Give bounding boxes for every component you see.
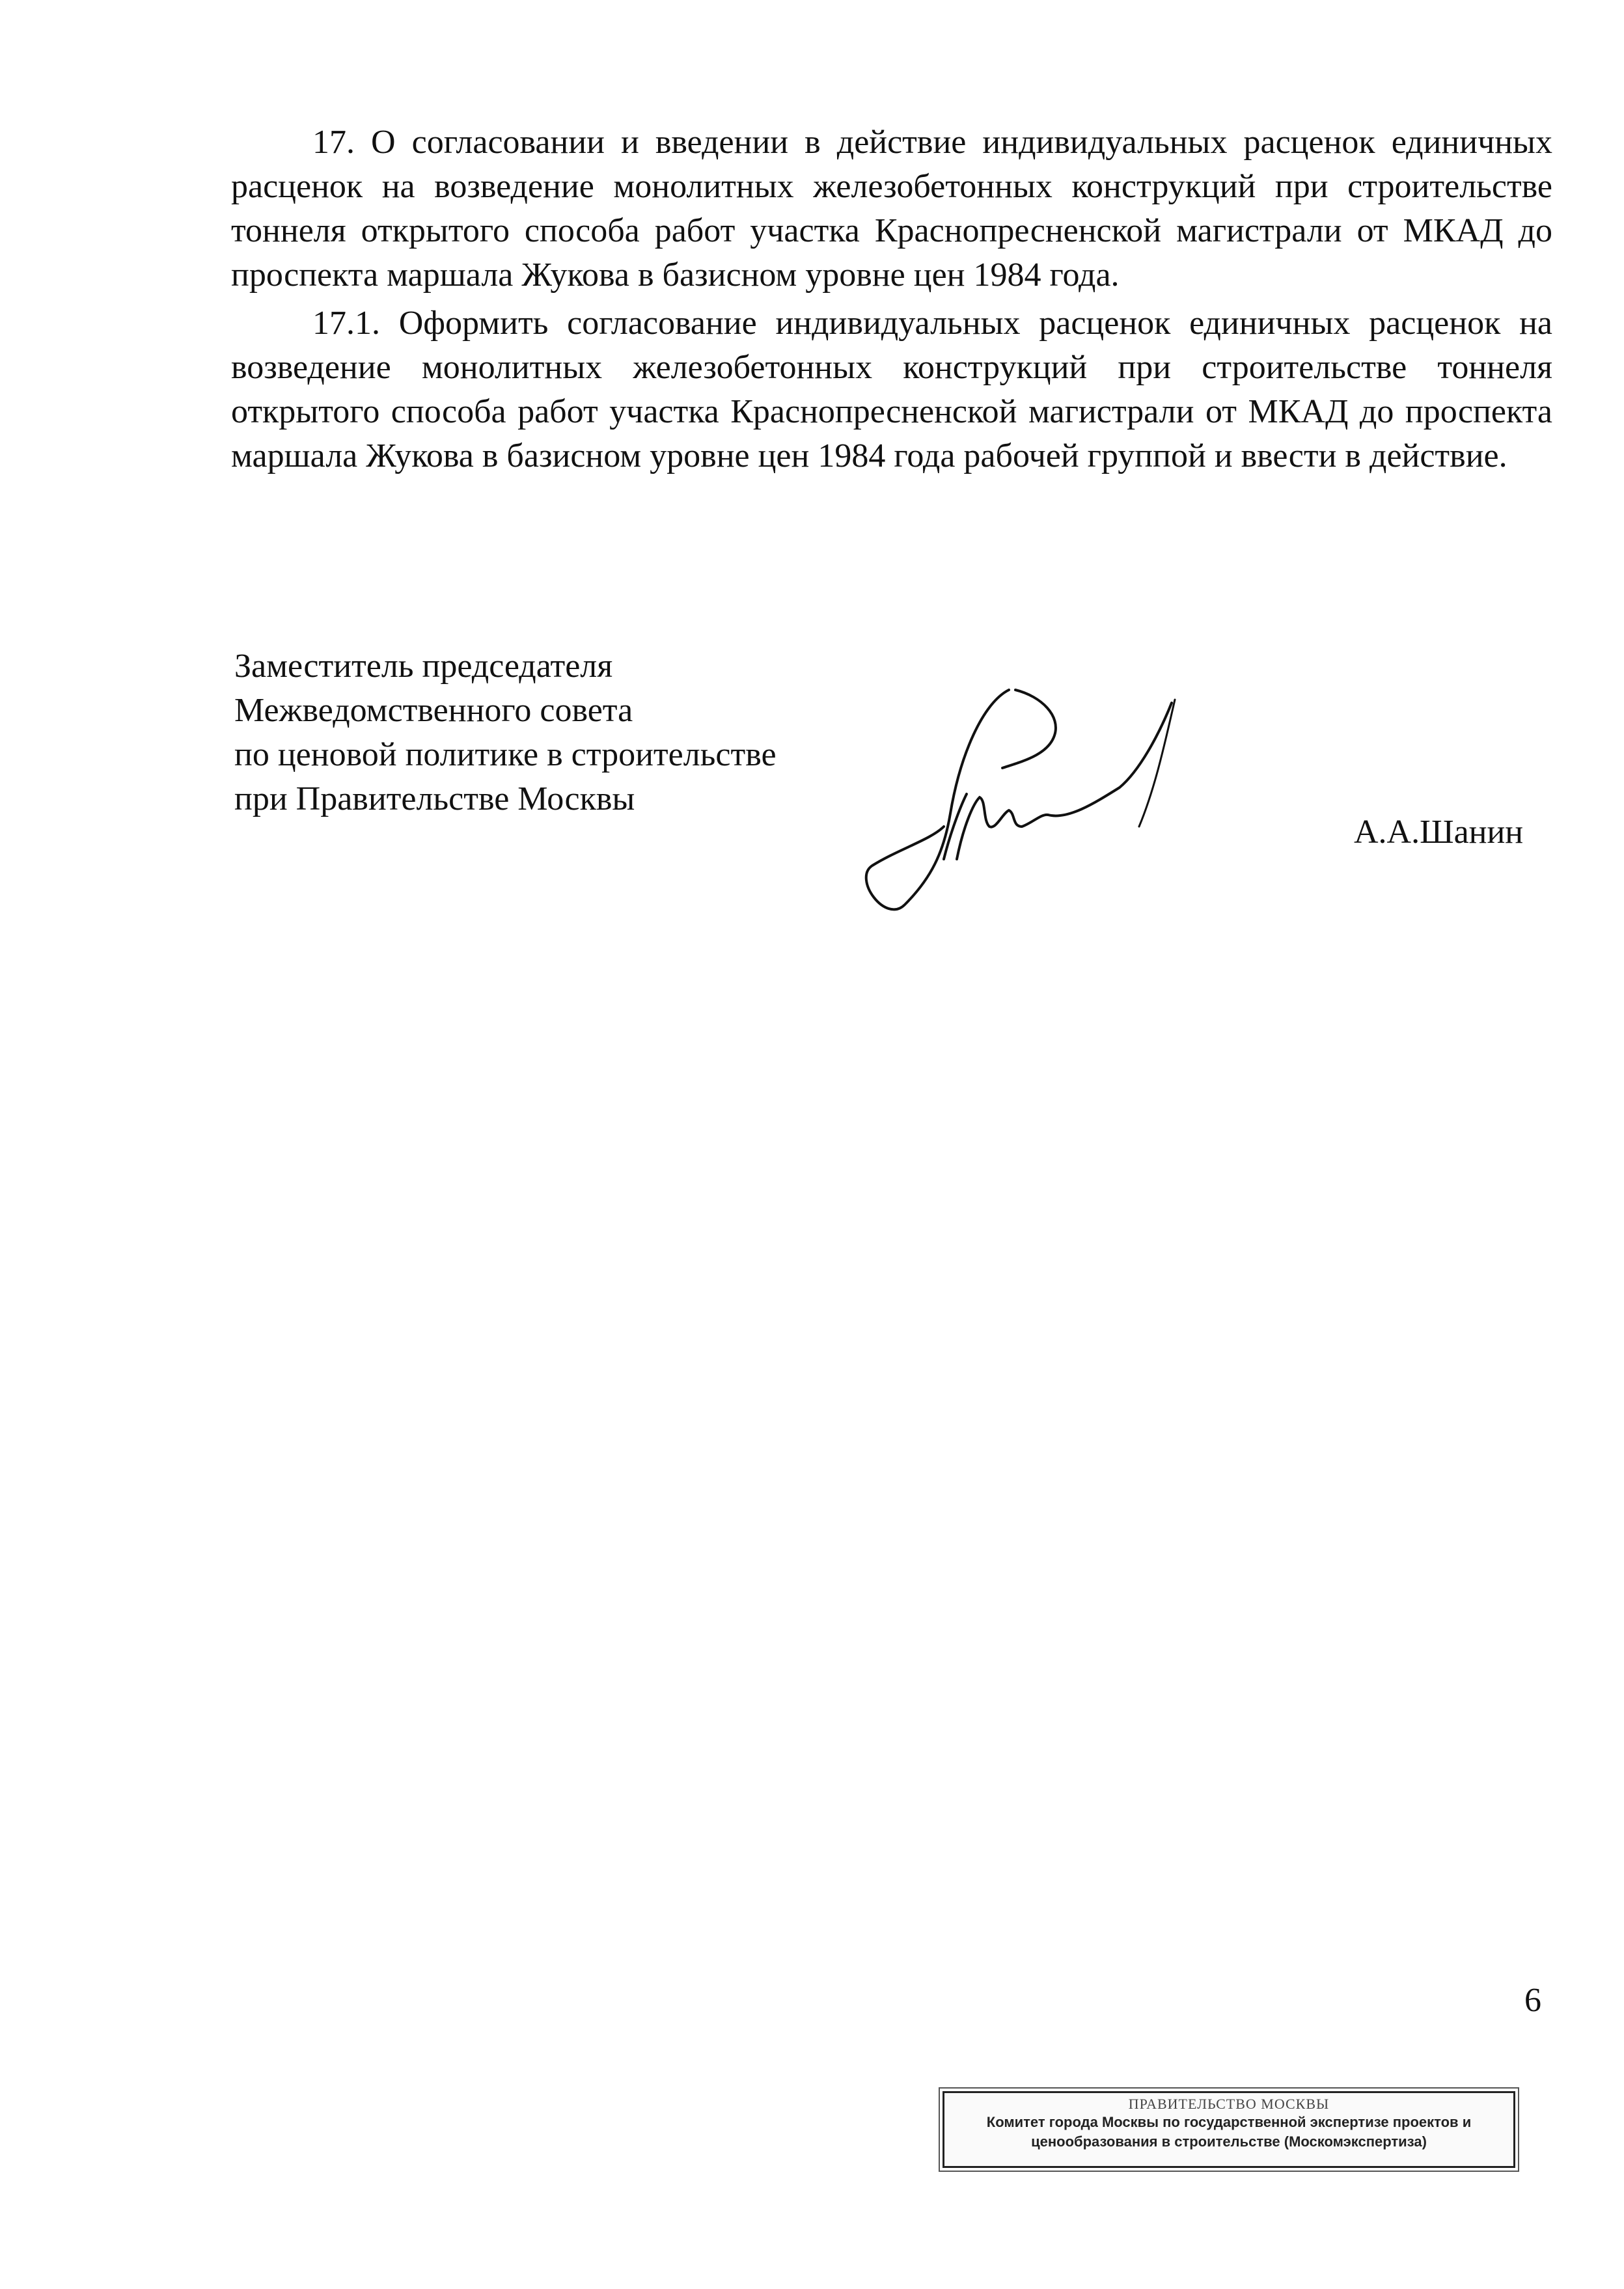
page-number: 6 [1524, 1982, 1541, 2019]
paragraph-17-1: 17.1. Оформить согласование индивидуальных расценок единичных расценок на возведение монолитных железобетонных конструкций при строительстве тоннеля открытого способа работ участка Краснопресненской магистрали от МКАД до проспекта маршала Жукова в базисном уровне цен 1984 года рабочей группой и ввести в действие. [231, 305, 1552, 474]
approval-stamp [943, 2091, 1515, 2168]
signatory-title-line: при Правительстве Москвы [234, 780, 635, 817]
signatory-title [234, 644, 777, 821]
stamp-header: ПРАВИТЕЛЬСТВО МОСКВЫ [1128, 2096, 1330, 2112]
stamp-line-1: Комитет города Москвы по государственной экспертизе проектов и [986, 2114, 1472, 2130]
handwritten-signature-icon [846, 664, 1211, 950]
signatory-title-line: по ценовой политике в строительстве [234, 736, 777, 773]
signatory-title-line: Заместитель председателя [234, 648, 613, 685]
paragraph-17: 17. О согласовании и введении в действие индивидуальных расценок единичных расценок на возведение монолитных железобетонных конструкций при строительстве тоннеля открытого способа работ участка Краснопресненской магистрали от МКАД до проспекта маршала Жукова в базисном уровне цен 1984 года. [231, 124, 1552, 294]
stamp-line-2: ценообразования в строительстве (Москомэкспертиза) [1031, 2133, 1427, 2150]
signatory-title-line: Межведомственного совета [234, 692, 633, 729]
signer-name: А.А.Шанин [1354, 814, 1524, 851]
document-body [231, 120, 1552, 478]
